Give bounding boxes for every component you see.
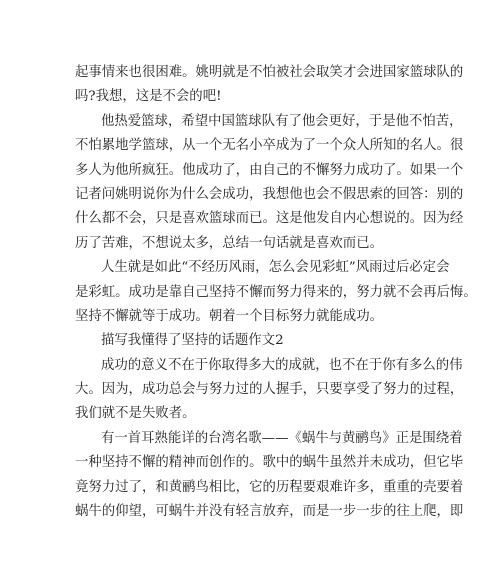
- text-line: 什么都不会，只是喜欢篮球而已。这是他发自内心想说的。因为经: [75, 211, 464, 227]
- text-line: 记者问姚明说你为什么会成功，我想他也会不假思索的回答：别的: [75, 186, 464, 202]
- text-line: 竟努力过了，和黄鹂鸟相比，它的历程要艰难许多，重重的壳要着: [75, 479, 464, 495]
- text-line: 我们就不是失败者。: [75, 406, 196, 422]
- text-line: 有一首耳熟能详的台湾名歌——《蜗牛与黄鹂鸟》正是围绕着: [101, 430, 463, 446]
- text-line: 描写我懂得了坚持的话题作文2: [101, 333, 284, 349]
- page-bottom-fade: [0, 548, 500, 566]
- text-line: 起事情来也很困难。姚明就是不怕被社会取笑才会进国家篮球队的: [75, 65, 464, 80]
- text-line: 大。因为，成功总会与努力过的人握手，只要享受了努力的过程，: [75, 382, 464, 398]
- text-line: 不怕累地学篮球，从一个无名小卒成为了一个众人所知的名人。很: [75, 138, 464, 154]
- text-line: 历了苦难，不想说太多，总结一句话就是喜欢而已。: [75, 235, 383, 251]
- paragraph: [75, 110, 464, 256]
- paragraph: [75, 256, 477, 329]
- paragraph: [75, 427, 464, 525]
- text-line: 坚持不懈就等于成功。朝着一个目标努力就能成功。: [75, 308, 383, 324]
- text-line: 他热爱篮球，希望中国篮球队有了他会更好，于是他不怕苦，: [101, 113, 463, 129]
- text-line: 多人为他所疯狂。他成功了，由自己的不懈努力成功了。如果一个: [75, 162, 464, 178]
- text-line: 吗?我想，这是不会的吧!: [75, 89, 222, 105]
- text-line: 是彩虹。成功是靠自己坚持不懈而努力得来的，努力就不会再后悔。: [75, 284, 477, 300]
- paragraph: [75, 354, 464, 427]
- text-line: 一种坚持不懈的精神而创作的。歌中的蜗牛虽然并未成功，但它毕: [75, 455, 464, 471]
- text-line: 蜗牛的仰望，可蜗牛并没有轻言放弃，而是一步一步的往上爬，即: [75, 504, 464, 520]
- document-body: [75, 61, 477, 524]
- text-line: 成功的意义不在于你取得多大的成就，也不在于你有多么的伟: [101, 357, 463, 373]
- section-heading: [75, 329, 425, 353]
- text-line: 人生就是如此“不经历风雨，怎么会见彩虹”风雨过后必定会: [101, 260, 450, 276]
- paragraph: [75, 61, 464, 110]
